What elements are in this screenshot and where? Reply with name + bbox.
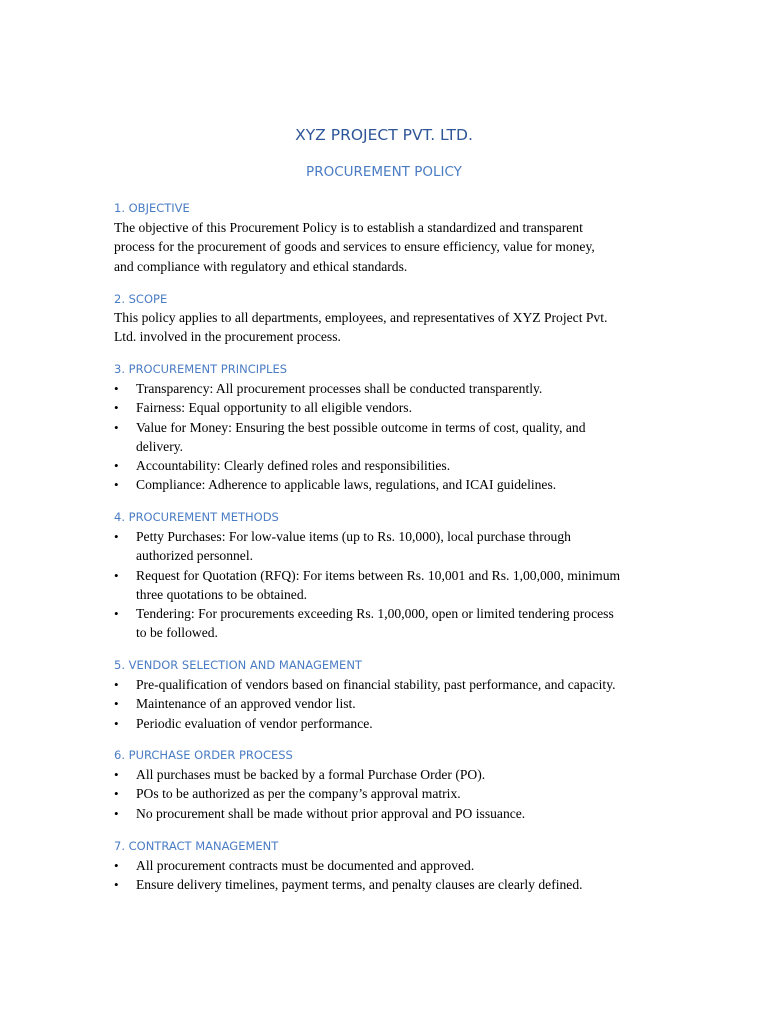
section-heading-vendor-selection: 5. VENDOR SELECTION AND MANAGEMENT	[114, 658, 362, 672]
list-item: • Fairness: Equal opportunity to all eligible vendors.	[114, 398, 674, 417]
paragraph-line: This policy applies to all departments, employees, and representatives of XYZ Project Pvt.	[114, 310, 608, 325]
list-item: • Accountability: Clearly defined roles and responsibilities.	[114, 456, 674, 475]
list-item: • No procurement shall be made without prior approval and PO issuance.	[114, 804, 674, 823]
section-heading-principles: 3. PROCUREMENT PRINCIPLES	[114, 362, 288, 376]
bullet-icon: •	[114, 477, 119, 493]
list-item: • Periodic evaluation of vendor performance.	[114, 714, 674, 733]
list-item: • Tendering: For procurements exceeding Rs. 1,00,000, open or limited tendering process to be followed.	[114, 606, 614, 641]
list-item: • Maintenance of an approved vendor list.	[114, 694, 674, 713]
bullet-icon: •	[114, 458, 119, 474]
list-item: • POs to be authorized as per the company’s approval matrix.	[114, 784, 674, 803]
bullet-icon: •	[114, 529, 119, 544]
list-item: • Transparency: All procurement processes shall be conducted transparently.	[114, 379, 674, 398]
section-heading-scope: 2. SCOPE	[114, 292, 168, 306]
contract-list	[114, 856, 674, 895]
bullet-icon: •	[114, 677, 119, 692]
bullet-icon: •	[114, 767, 119, 782]
scope-paragraph	[114, 308, 659, 347]
list-item: • Compliance: Adherence to applicable laws, regulations, and ICAI guidelines.	[114, 475, 674, 494]
list-item: • Petty Purchases: For low-value items (up to Rs. 10,000), local purchase through authorized personnel.	[114, 529, 571, 564]
bullet-icon: •	[114, 786, 119, 802]
paragraph-line: Ltd. involved in the procurement process.	[114, 329, 341, 345]
bullet-icon: •	[114, 567, 119, 583]
bullet-icon: •	[114, 696, 119, 712]
paragraph-line: The objective of this Procurement Policy is to establish a standardized and transparent	[114, 220, 583, 235]
section-heading-objective: 1. OBJECTIVE	[114, 201, 190, 215]
principles-list	[114, 379, 674, 495]
bullet-icon: •	[114, 877, 119, 893]
list-item: • Value for Money: Ensuring the best possible outcome in terms of cost, quality, and delivery.	[114, 419, 586, 454]
methods-list	[114, 527, 674, 643]
purchase-order-list	[114, 765, 674, 823]
paragraph-line: process for the procurement of goods and services to ensure efficiency, value for money,	[114, 239, 595, 255]
bullet-icon: •	[114, 419, 119, 435]
bullet-icon: •	[114, 606, 119, 622]
policy-title: PROCUREMENT POLICY	[306, 164, 462, 180]
list-item: • All procurement contracts must be documented and approved.	[114, 856, 674, 875]
section-heading-purchase-order: 6. PURCHASE ORDER PROCESS	[114, 748, 293, 762]
company-title: XYZ PROJECT PVT. LTD.	[295, 126, 473, 144]
section-heading-contract-management: 7. CONTRACT MANAGEMENT	[114, 839, 279, 853]
list-item: • Pre-qualification of vendors based on financial stability, past performance, and capacity.	[114, 675, 674, 694]
bullet-icon: •	[114, 381, 119, 396]
list-item: • Ensure delivery timelines, payment terms, and penalty clauses are clearly defined.	[114, 875, 674, 894]
list-item: • Request for Quotation (RFQ): For items between Rs. 10,001 and Rs. 1,00,000, minimum three quotations to be obtained.	[114, 567, 621, 602]
bullet-icon: •	[114, 805, 119, 821]
bullet-icon: •	[114, 400, 119, 416]
bullet-icon: •	[114, 715, 119, 731]
bullet-icon: •	[114, 858, 119, 873]
vendor-list	[114, 675, 674, 733]
list-item: • All purchases must be backed by a formal Purchase Order (PO).	[114, 765, 674, 784]
objective-paragraph	[114, 218, 659, 276]
paragraph-line: and compliance with regulatory and ethical standards.	[114, 258, 408, 274]
section-heading-methods: 4. PROCUREMENT METHODS	[114, 510, 279, 524]
